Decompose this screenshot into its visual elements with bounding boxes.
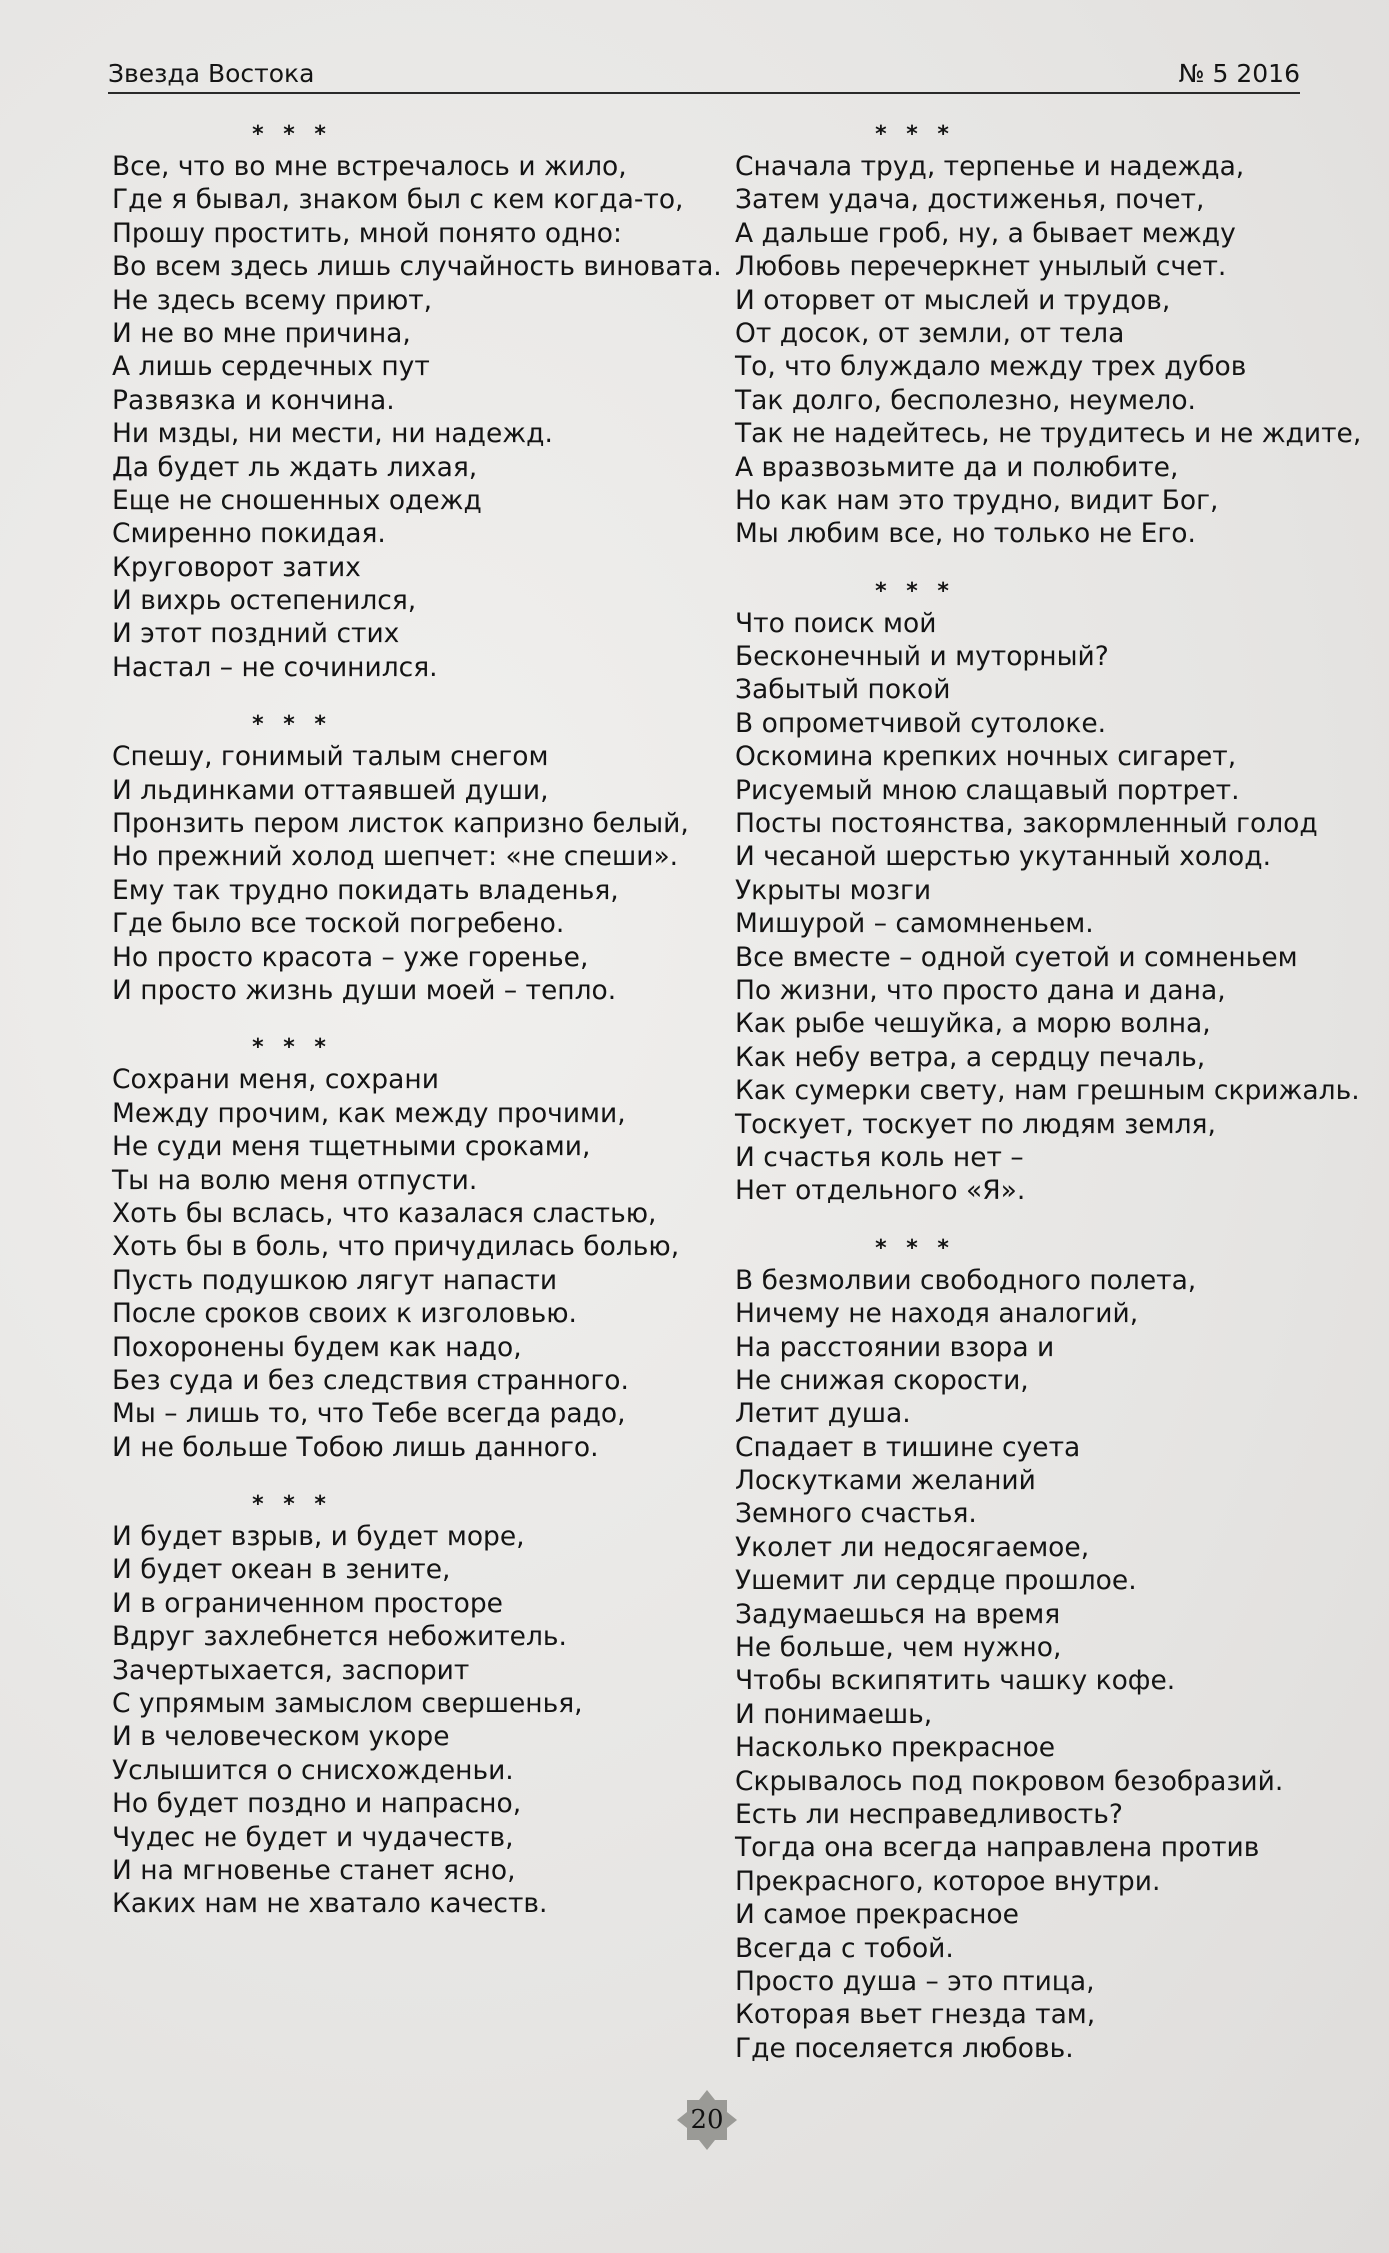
poem-line: Услышится о снисхожденьи. [112,1754,514,1786]
poem-line: Тоскует, тоскует по людям земля, [735,1108,1216,1140]
magazine-title: Звезда Востока [108,59,315,88]
poem-line: И в человеческом укоре [112,1721,450,1753]
poem-line: В безмолвии свободного полета, [735,1264,1197,1296]
poem [112,1033,712,1464]
poem-line: Так долго, бесполезно, неумело. [735,384,1196,416]
poem-line: Во всем здесь лишь случайность виновата. [112,251,722,283]
poem-line: Мы – лишь то, что Тебе всегда радо, [112,1398,626,1430]
poem-line: Забытый покой [735,674,951,706]
poem [735,120,1362,551]
poem-line: Как рыбе чешуйка, а морю волна, [735,1008,1211,1040]
left-column [112,120,722,1921]
poem-line: Смиренно покидая. [112,518,386,550]
poem-line: Все, что во мне встречалось и жило, [112,151,627,182]
poem-line: И не больше Тобою лишь данного. [112,1431,599,1463]
poem-line: И просто жизнь души моей – тепло. [112,974,617,1006]
poem-line: Спадает в тишине суета [735,1431,1081,1463]
poem-line: Все вместе – одной суетой и сомненьем [735,941,1298,973]
poem-line: И будет взрыв, и будет море, [112,1521,525,1553]
poem-line: Так не надейтесь, не трудитесь и не ждите, [735,418,1362,450]
poem [112,1490,712,1921]
poem-line: После сроков своих к изголовью. [112,1298,577,1330]
poem-line: Земного счастья. [735,1498,977,1530]
poem-line: И этот поздний стих [112,618,400,650]
poem-line: А вразвозьмите да и полюбите, [735,451,1179,483]
poem-line: Но прежний холод шепчет: «не спеши». [112,841,679,873]
poem-line: И будет океан в зените, [112,1554,451,1586]
poem-line: Не суди меня тщетными сроками, [112,1131,591,1163]
poem-line: Лоскутками желаний [735,1465,1036,1497]
poem-line: Вдруг захлебнется небожитель. [112,1621,567,1653]
poem [735,1234,1335,2065]
poem-line: Где поселяется любовь. [735,2032,1074,2064]
poem-line: Но как нам это трудно, видит Бог, [735,484,1219,516]
poem-line: Ему так трудно покидать владенья, [112,874,619,906]
poem-line: Прошу простить, мной понято одно: [112,217,622,249]
poem-line: По жизни, что просто дана и дана, [735,974,1226,1006]
running-header [108,52,1300,94]
poem-line: Не здесь всему приют, [112,284,433,316]
page-number-badge [675,2088,739,2152]
poem-line: Уколет ли недосягаемое, [735,1531,1090,1563]
right-column [735,120,1362,2065]
poem-line: Рисуемый мною слащавый портрет. [735,774,1240,806]
poem-line: И счастья коль нет – [735,1141,1024,1173]
page-number: 20 [690,2105,724,2135]
poem-line: Как сумерки свету, нам грешным скрижаль. [735,1075,1360,1107]
poem-line: Круговорот затих [112,551,361,583]
poem-line: Летит душа. [735,1398,911,1430]
poem-line: Ты на волю меня отпусти. [112,1164,478,1196]
poem-line: Задумаешься на время [735,1598,1061,1630]
poem-separator-stars: * * * [252,122,332,147]
poem-line: Оскомина крепких ночных сигарет, [735,741,1237,773]
poem-line: А лишь сердечных пут [112,351,430,383]
poem-line: И в ограниченном просторе [112,1587,503,1619]
poem-line: И вихрь остепенился, [112,585,417,617]
poem-line: Которая вьет гнезда там, [735,1999,1096,2031]
poem-line: Чтобы вскипятить чашку кофе. [735,1665,1176,1697]
poem-line: С упрямым замыслом свершенья, [112,1688,583,1720]
poem-line: Но будет поздно и напрасно, [112,1788,522,1820]
poem-line: Без суда и без следствия странного. [112,1364,629,1396]
poem-line: Ни мзды, ни мести, ни надежд. [112,418,553,450]
poem-line: На расстоянии взора и [735,1331,1055,1363]
poem-line: Хоть бы в боль, что причудилась болью, [112,1231,680,1263]
poem-line: И понимаешь, [735,1698,933,1730]
poem-line: Сначала труд, терпенье и надежда, [735,151,1245,182]
poem-line: Бесконечный и муторный? [735,641,1109,673]
poem-line: А дальше гроб, ну, а бывает между [735,217,1236,249]
poem-line: Любовь перечеркнет унылый счет. [735,251,1227,283]
poem-line: Нет отдельного «Я». [735,1175,1026,1207]
poem-line: Ушемит ли сердце прошлое. [735,1565,1137,1597]
poem-line: Каких нам не хватало качеств. [112,1888,548,1920]
poem-line: Мы любим все, но только не Его. [735,518,1196,550]
poem-line: Между прочим, как между прочими, [112,1097,626,1129]
poem-line: Да будет ль ждать лихая, [112,451,478,483]
poem-line: Настал – не сочинился. [112,651,438,683]
poem-line: Есть ли несправедливость? [735,1798,1123,1830]
poem-line: Где было все тоской погребено. [112,908,565,940]
poem-line: Похоронены будем как надо, [112,1331,522,1363]
poem-line: От досок, от земли, от тела [735,317,1125,349]
poem-line: Скрывалось под покровом безобразий. [735,1765,1284,1797]
poem-line: Как небу ветра, а сердцу печаль, [735,1041,1206,1073]
poem-line: И самое прекрасное [735,1899,1019,1931]
poem-line: Мишурой – самомненьем. [735,908,1094,940]
poem-separator-stars: * * * [252,712,332,738]
poem-line: И льдинками оттаявшей души, [112,774,549,806]
poem [112,120,722,684]
poem-line: Пусть подушкою лягут напасти [112,1264,558,1296]
poem-line: Развязка и кончина. [112,384,395,416]
poem-line: Ничему не находя аналогий, [735,1298,1139,1330]
poem-separator-stars: * * * [252,1035,332,1061]
poem-separator-stars: * * * [875,578,955,604]
poem-line: Сохрани меня, сохрани [112,1064,439,1096]
poem-line: Всегда с тобой. [735,1932,954,1964]
poem-line: Зачертыхается, заспорит [112,1654,470,1686]
poem-line: Но просто красота – уже горенье, [112,941,589,973]
poem-line: То, что блуждало между трех дубов [735,351,1247,383]
poem-line: Насколько прекрасное [735,1732,1056,1764]
poem-separator-stars: * * * [875,1235,955,1261]
poem-line: Не больше, чем нужно, [735,1632,1062,1664]
poem-separator-stars: * * * [252,1492,332,1518]
poem-line: Чудес не будет и чудачеств, [112,1821,514,1853]
poem-separator-stars: * * * [875,122,955,147]
poem-line: И оторвет от мыслей и трудов, [735,284,1171,316]
poem-line: Просто душа – это птица, [735,1965,1095,1997]
poem-line: В опрометчивой сутолоке. [735,707,1107,739]
poem-line: И не во мне причина, [112,317,411,349]
poem-line: Укрыты мозги [735,874,932,906]
poem-line: Что поиск мой [735,607,937,639]
poem [112,710,712,1007]
poem-line: И на мгновенье станет ясно, [112,1854,516,1886]
poem-line: И чесаной шерстью укутанный холод. [735,841,1271,873]
poem-line: Тогда она всегда направлена против [735,1832,1260,1864]
poem-line: Хоть бы вслась, что казалася сластью, [112,1197,657,1229]
poem-line: Посты постоянства, закормленный голод [735,808,1318,840]
poem-line: Еще не сношенных одежд [112,484,482,516]
poem-line: Пронзить пером листок капризно белый, [112,808,689,840]
poem-line: Спешу, гонимый талым снегом [112,741,549,773]
poem-line: Прекрасного, которое внутри. [735,1865,1161,1897]
poem-line: Где я бывал, знаком был с кем когда-то, [112,184,684,216]
issue-number: № 5 2016 [1178,59,1300,88]
poem [735,577,1360,1208]
poem-line: Не снижая скорости, [735,1364,1029,1396]
poem-line: Затем удача, достиженья, почет, [735,184,1205,216]
